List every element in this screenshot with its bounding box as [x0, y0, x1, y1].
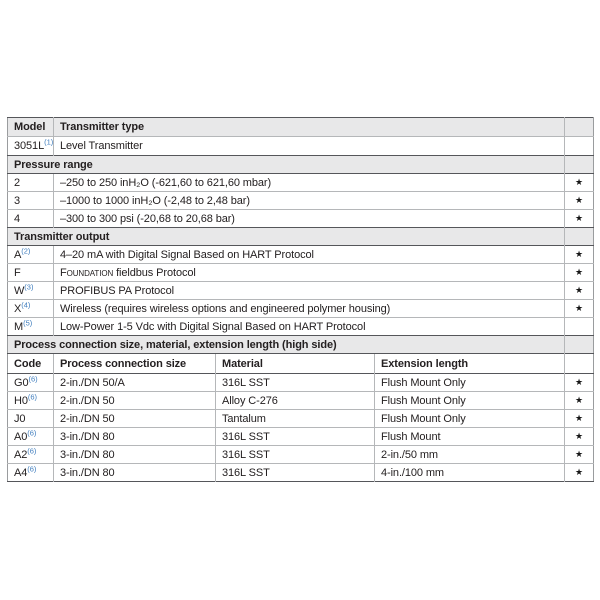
- star-cell: [565, 318, 594, 336]
- option-code: M: [14, 320, 24, 333]
- size-cell: 2-in./DN 50: [54, 392, 216, 410]
- footnote-ref: (6): [27, 427, 37, 437]
- footnote-ref: (6): [27, 391, 38, 401]
- brand-smallcaps: Foundation: [60, 266, 114, 279]
- table-row: [8, 428, 594, 446]
- material-cell: 316L SST: [216, 446, 375, 464]
- option-code: 3: [14, 194, 21, 207]
- size-cell: 2-in./DN 50/A: [54, 374, 216, 392]
- option-code: 4: [14, 212, 21, 225]
- option-code: A4: [14, 466, 28, 479]
- table-row: [8, 446, 594, 464]
- code-cell: [8, 174, 54, 192]
- star-icon: ★: [565, 374, 594, 392]
- star-icon: ★: [565, 300, 594, 318]
- option-code: A: [14, 248, 22, 261]
- table-row: [8, 464, 594, 482]
- option-code: A2: [14, 448, 28, 461]
- code-cell: [8, 464, 54, 482]
- extension-cell: Flush Mount Only: [375, 410, 565, 428]
- code-cell: [8, 428, 54, 446]
- description-cell: –250 to 250 inH₂O (-621,60 to 621,60 mbar): [54, 174, 565, 192]
- description-cell: Level Transmitter: [54, 137, 565, 156]
- code-cell: [8, 300, 54, 318]
- table-row: [8, 210, 594, 228]
- star-cell: [565, 354, 594, 374]
- star-cell: [565, 137, 594, 156]
- star-icon: ★: [565, 464, 594, 482]
- star-cell: [565, 156, 594, 174]
- size-cell: 3-in./DN 80: [54, 428, 216, 446]
- star-icon: ★: [565, 210, 594, 228]
- star-cell: [565, 336, 594, 354]
- footnote-ref: (5): [23, 317, 33, 327]
- extension-cell: 4-in./100 mm: [375, 464, 565, 482]
- star-icon: ★: [565, 410, 594, 428]
- spec-table: [7, 117, 594, 482]
- star-icon: ★: [565, 174, 594, 192]
- code-cell: [8, 374, 54, 392]
- table-row: [8, 374, 594, 392]
- code-cell: [8, 446, 54, 464]
- size-cell: 3-in./DN 80: [54, 446, 216, 464]
- footnote-ref: (1): [44, 137, 54, 147]
- footnote-ref: (2): [21, 245, 31, 255]
- code-cell: [8, 410, 54, 428]
- description-cell: Low-Power 1-5 Vdc with Digital Signal Based on HART Protocol: [54, 318, 565, 336]
- code-cell: [8, 246, 54, 264]
- description-cell: PROFIBUS PA Protocol: [54, 282, 565, 300]
- extension-cell: Flush Mount Only: [375, 374, 565, 392]
- code-cell: [8, 210, 54, 228]
- process-connection-header-row: [8, 354, 594, 374]
- option-code: J0: [14, 412, 26, 425]
- material-cell: Tantalum: [216, 410, 375, 428]
- pressure-range-section-row: [8, 156, 594, 174]
- extension-cell: Flush Mount Only: [375, 392, 565, 410]
- description-cell: Wireless (requires wireless options and engineered polymer housing): [54, 300, 565, 318]
- star-icon: ★: [565, 392, 594, 410]
- description-cell: –1000 to 1000 inH₂O (-2,48 to 2,48 bar): [54, 192, 565, 210]
- code-cell: [8, 192, 54, 210]
- star-cell: [565, 228, 594, 246]
- star-icon: ★: [565, 282, 594, 300]
- option-code: X: [14, 302, 22, 315]
- code-cell: [8, 282, 54, 300]
- star-cell: [565, 118, 594, 137]
- section-title: Pressure range: [8, 156, 565, 174]
- description-cell: –300 to 300 psi (-20,68 to 20,68 bar): [54, 210, 565, 228]
- section-title: Transmitter output: [8, 228, 565, 246]
- material-cell: 316L SST: [216, 464, 375, 482]
- option-code: F: [14, 266, 21, 279]
- transmitter-type-column-header: Transmitter type: [54, 118, 565, 137]
- option-code: G0: [14, 376, 29, 389]
- transmitter-output-section-row: [8, 228, 594, 246]
- code-column-header: Code: [8, 354, 54, 374]
- table-row: [8, 318, 594, 336]
- star-icon: ★: [565, 192, 594, 210]
- table-row: [8, 137, 594, 156]
- ordering-information-table: [7, 117, 593, 482]
- model-header-row: [8, 118, 594, 137]
- table-row: [8, 264, 594, 282]
- table-row: [8, 392, 594, 410]
- description-cell: [54, 264, 565, 282]
- description-cell: 4–20 mA with Digital Signal Based on HART Protocol: [54, 246, 565, 264]
- table-row: [8, 174, 594, 192]
- footnote-ref: (6): [27, 463, 37, 473]
- table-row: [8, 410, 594, 428]
- footnote-ref: (3): [24, 281, 34, 291]
- star-icon: ★: [565, 428, 594, 446]
- star-icon: ★: [565, 446, 594, 464]
- option-code: W: [14, 284, 25, 297]
- material-cell: 316L SST: [216, 374, 375, 392]
- material-cell: 316L SST: [216, 428, 375, 446]
- star-icon: ★: [565, 246, 594, 264]
- footnote-ref: (4): [21, 299, 31, 309]
- material-column-header: Material: [216, 354, 375, 374]
- option-code: 2: [14, 176, 21, 189]
- description-text: fieldbus Protocol: [113, 266, 196, 279]
- material-cell: Alloy C-276: [216, 392, 375, 410]
- code-cell: [8, 318, 54, 336]
- option-code: H0: [14, 394, 28, 407]
- model-column-header: Model: [8, 118, 54, 137]
- section-title: Process connection size, material, extension length (high side): [8, 336, 565, 354]
- star-icon: ★: [565, 264, 594, 282]
- option-code: A0: [14, 430, 28, 443]
- model-code: 3051L: [14, 140, 45, 152]
- footnote-ref: (6): [28, 373, 38, 383]
- size-column-header: Process connection size: [54, 354, 216, 374]
- code-cell: [8, 392, 54, 410]
- table-row: [8, 246, 594, 264]
- extension-column-header: Extension length: [375, 354, 565, 374]
- code-cell: [8, 137, 54, 156]
- size-cell: 2-in./DN 50: [54, 410, 216, 428]
- size-cell: 3-in./DN 80: [54, 464, 216, 482]
- code-cell: [8, 264, 54, 282]
- table-row: [8, 282, 594, 300]
- footnote-ref: (6): [27, 445, 37, 455]
- process-connection-section-row: [8, 336, 594, 354]
- extension-cell: 2-in./50 mm: [375, 446, 565, 464]
- table-row: [8, 300, 594, 318]
- table-row: [8, 192, 594, 210]
- extension-cell: Flush Mount: [375, 428, 565, 446]
